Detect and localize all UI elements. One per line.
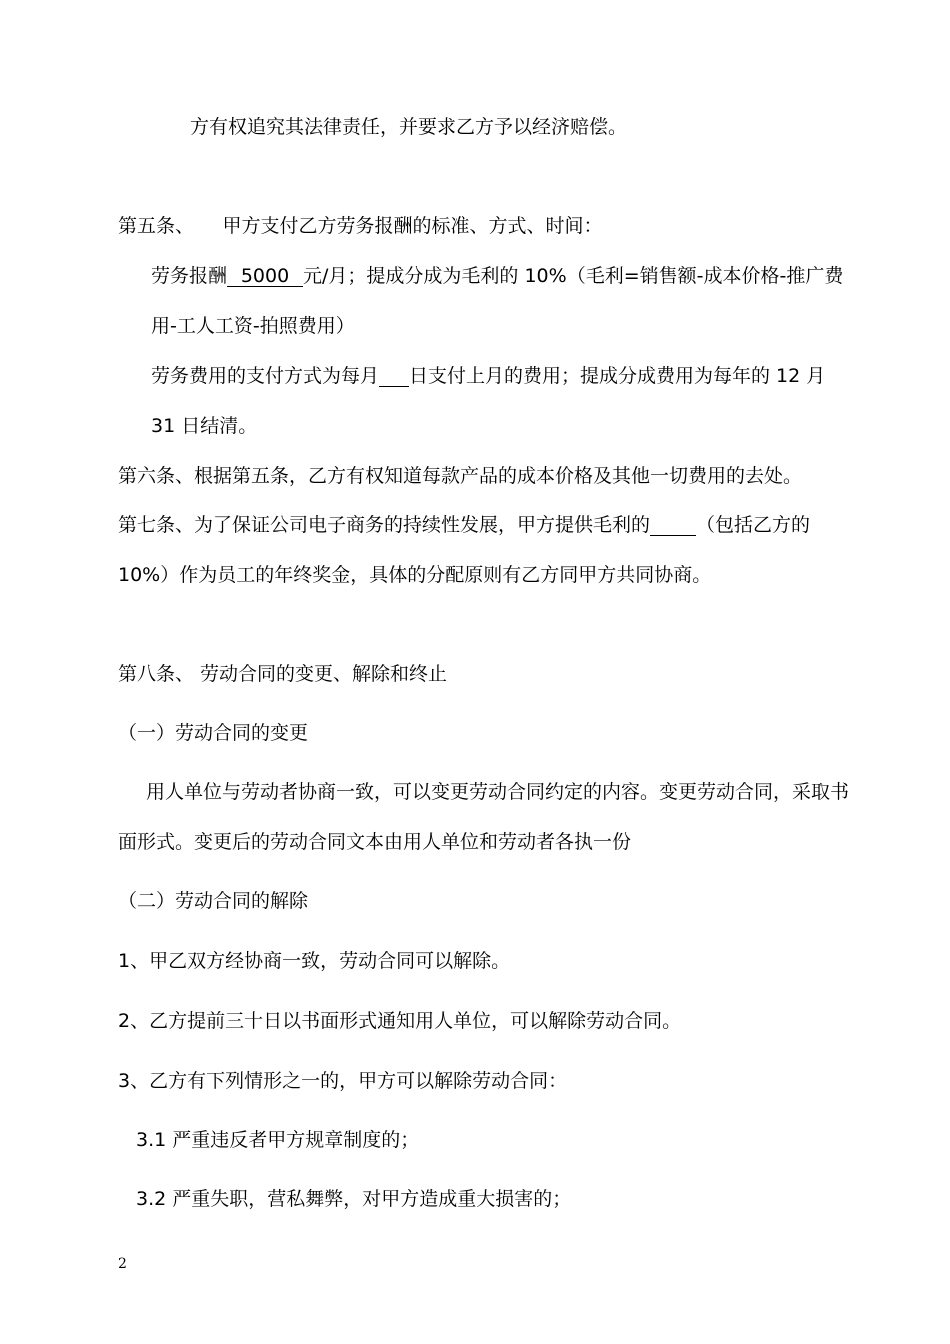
list-item: 1、甲乙双方经协商一致，劳动合同可以解除。 bbox=[118, 950, 511, 972]
paragraph-line: 用-工人工资-拍照费用） bbox=[151, 315, 355, 337]
sub-list-item: 3.2 严重失职，营私舞弊，对甲方造成重大损害的； bbox=[136, 1188, 572, 1210]
text-segment: 劳务报酬 bbox=[151, 265, 228, 287]
article-5-heading: 第五条、 甲方支付乙方劳务报酬的标准、方式、时间： bbox=[118, 215, 603, 237]
page-number: 2 bbox=[118, 1256, 127, 1272]
paragraph-line: 31 日结清。 bbox=[151, 415, 258, 437]
text-segment: 第七条、为了保证公司电子商务的持续性发展，甲方提供毛利的 bbox=[118, 514, 651, 536]
article-6: 第六条、根据第五条，乙方有权知道每款产品的成本价格及其他一切费用的去处。 bbox=[118, 465, 803, 487]
paragraph-line: 面形式。变更后的劳动合同文本由用人单位和劳动者各执一份 bbox=[118, 831, 632, 853]
article-8-heading: 第八条、 劳动合同的变更、解除和终止 bbox=[118, 663, 448, 685]
paragraph-line bbox=[151, 264, 843, 288]
list-item: 3、乙方有下列情形之一的，甲方可以解除劳动合同： bbox=[118, 1070, 568, 1092]
text-segment: 劳务费用的支付方式为每月 bbox=[151, 365, 380, 387]
paragraph-line bbox=[151, 364, 825, 388]
section-heading: （二）劳动合同的解除 bbox=[118, 890, 309, 912]
fill-in-blank bbox=[650, 515, 696, 536]
fill-in-blank: 5000 bbox=[227, 266, 303, 287]
list-item: 2、乙方提前三十日以书面形式通知用人单位，可以解除劳动合同。 bbox=[118, 1010, 682, 1032]
text-segment: 元/月；提成分成为毛利的 10%（毛利=销售额-成本价格-推广费 bbox=[303, 265, 844, 287]
sub-list-item: 3.1 严重违反者甲方规章制度的； bbox=[136, 1129, 420, 1151]
paragraph-line: 10%）作为员工的年终奖金，具体的分配原则有乙方同甲方共同协商。 bbox=[118, 564, 712, 586]
section-heading: （一）劳动合同的变更 bbox=[118, 722, 309, 744]
text-segment: （包括乙方的 bbox=[696, 514, 811, 536]
fill-in-blank bbox=[379, 366, 409, 387]
paragraph-line: 方有权追究其法律责任，并要求乙方予以经济赔偿。 bbox=[190, 116, 628, 138]
text-segment: 日支付上月的费用；提成分成费用为每年的 12 月 bbox=[409, 365, 826, 387]
paragraph-line: 用人单位与劳动者协商一致，可以变更劳动合同约定的内容。变更劳动合同，采取书 bbox=[146, 781, 850, 803]
article-7 bbox=[118, 513, 810, 537]
